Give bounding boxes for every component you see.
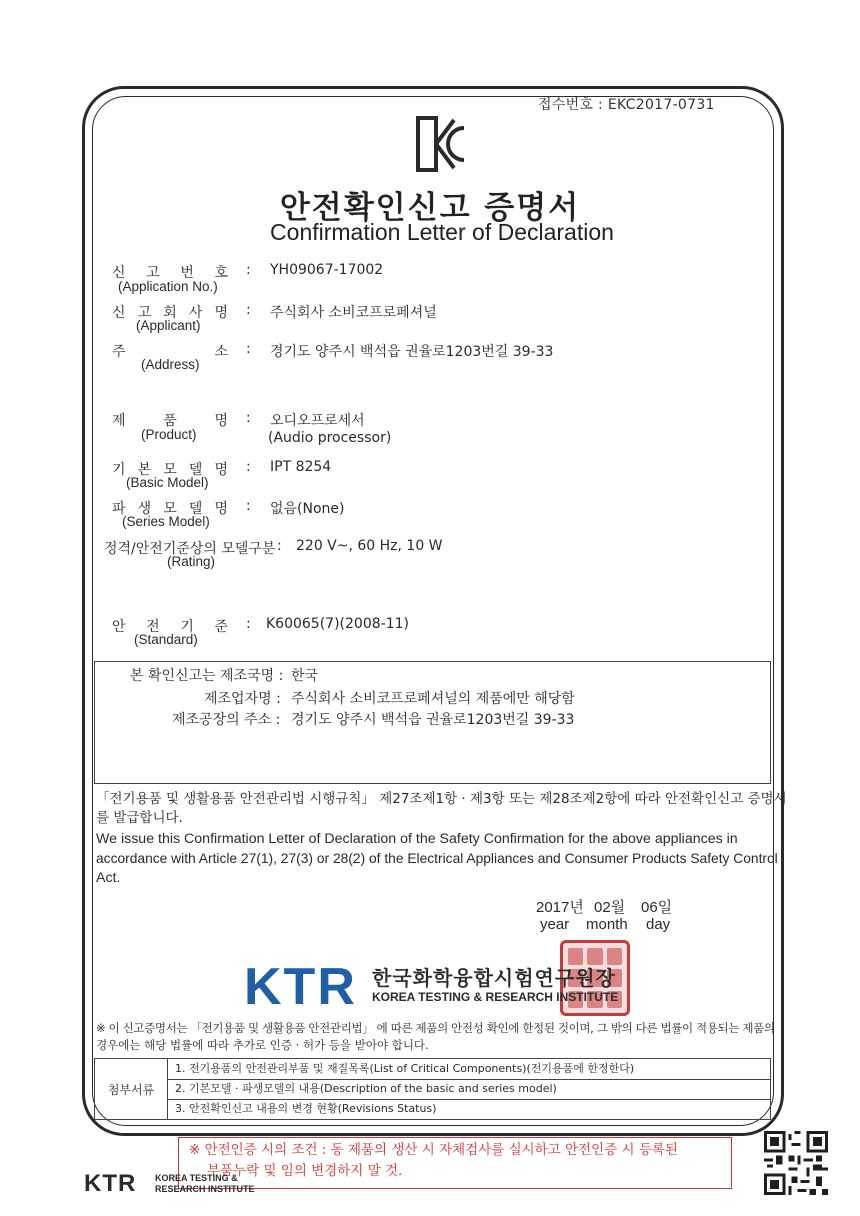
applicant-label: 신 고 회 사 명	[112, 305, 228, 321]
notice-line2: 경우에는 해당 법률에 따라 추가로 인증 · 허가 등을 받아야 합니다.	[96, 1038, 429, 1052]
standard-label: 안 전 기 준	[112, 619, 228, 635]
colon: :	[246, 616, 251, 632]
attachments-table	[94, 1058, 771, 1120]
warning-line1: ※ 안전인증 시의 조건 : 동 제품의 생산 시 자체검사를 실시하고 안전인증 시 등록된	[189, 1142, 678, 1158]
rating-sub: (Rating)	[167, 554, 216, 569]
application-no-sub: (Application No.)	[118, 279, 218, 294]
footer-ktr-subtitle: KOREA TESTING & RESEARCH INSTITUTE	[155, 1173, 255, 1194]
issuer-name-ko: 한국화학융합시험연구원장	[372, 966, 616, 990]
address-value: 경기도 양주시 백석읍 권율로1203번길 39-33	[270, 344, 554, 360]
notice-line1: ※ 이 신고증명서는 「전기용품 및 생활용품 안전관리법」 에 따른 제품의 안전성 확인에 한정된 것이며, 그 밖의 다른 법률이 적용되는 제품의	[96, 1021, 775, 1035]
series-model-label: 파 생 모 델 명	[112, 501, 228, 517]
maker-label: 제조업자명 :	[204, 691, 281, 707]
colon: :	[246, 302, 251, 318]
country-label: 본 확인신고는 제조국명 :	[130, 668, 284, 684]
colon: :	[246, 498, 251, 514]
statement-en-line2: accordance with Article 27(1), 27(3) or 28(2) of the Electrical Appliances and Consumer Products Safety Control	[96, 851, 778, 866]
warning-line2: 부품누락 및 임의 변경하지 말 것.	[207, 1163, 403, 1179]
attachment-item-2: 2. 기본모델 · 파생모델의 내용(Description of the basic and series model)	[167, 1079, 770, 1100]
applicant-sub: (Applicant)	[136, 318, 201, 333]
colon: :	[277, 538, 282, 554]
date-year-en: year	[540, 916, 570, 933]
colon: :	[246, 341, 251, 357]
rating-label: 정격/안전기준상의 모델구분	[104, 541, 276, 557]
attachments-label: 첨부서류	[95, 1059, 168, 1119]
colon: :	[246, 459, 251, 475]
colon: :	[246, 410, 251, 426]
attachment-item-3: 3. 안전확인신고 내용의 변경 현황(Revisions Status)	[175, 1102, 437, 1115]
title-english: Confirmation Letter of Declaration	[270, 219, 614, 245]
address-label: 주 소	[112, 344, 228, 360]
basic-model-label: 기 본 모 델 명	[112, 462, 228, 478]
date-day: 06일	[641, 899, 673, 916]
date-month: 02월	[594, 899, 626, 916]
receipt-number: 접수번호 : EKC2017-0731	[538, 97, 715, 113]
statement-en-line3: Act.	[96, 870, 121, 886]
rating-value: 220 V~, 60 Hz, 10 W	[296, 538, 443, 554]
kc-mark-icon	[414, 114, 468, 174]
address-sub: (Address)	[141, 357, 200, 372]
series-model-value: 없음(None)	[270, 501, 345, 517]
ktr-logo: KTR	[244, 958, 357, 1016]
standard-sub: (Standard)	[134, 632, 198, 647]
product-label: 제 품 명	[112, 413, 228, 429]
statement-ko-line1: 「전기용품 및 생활용품 안전관리법 시행규칙」 제27조제1항 · 제3항 또는 제28조제2항에 따라 안전확인신고 증명서	[96, 791, 787, 807]
footer-ktr-logo: KTR	[84, 1170, 137, 1197]
application-no-value: YH09067-17002	[270, 262, 384, 278]
series-model-sub: (Series Model)	[122, 514, 210, 529]
date-month-en: month	[586, 916, 628, 933]
basic-model-value: IPT 8254	[270, 459, 332, 475]
date-day-en: day	[646, 916, 671, 933]
application-no-label: 신 고 번 호	[112, 265, 228, 281]
basic-model-sub: (Basic Model)	[126, 475, 209, 490]
title-korean: 안전확인신고 증명서	[279, 190, 581, 226]
standard-value: K60065(7)(2008-11)	[266, 616, 409, 632]
factory-value: 경기도 양주시 백석읍 권율로1203번길 39-33	[291, 712, 575, 728]
product-sub: (Product)	[141, 427, 197, 442]
colon: :	[246, 262, 251, 278]
product-value: 오디오프로세서	[270, 413, 365, 429]
country-value: 한국	[291, 668, 319, 684]
certification-warning	[178, 1137, 732, 1189]
applicant-value: 주식회사 소비코프로페셔널	[270, 305, 437, 321]
attachment-item-1: 1. 전기용품의 안전관리부품 및 재질목록(List of Critical Components)(전기용품에 한정한다)	[167, 1059, 770, 1080]
factory-label: 제조공장의 주소 :	[172, 712, 281, 728]
date-year: 2017년	[536, 899, 584, 916]
issuer-name-en: KOREA TESTING & RESEARCH INSTITUTE	[372, 990, 619, 1004]
maker-value: 주식회사 소비코프로페셔널의 제품에만 해당함	[291, 691, 575, 707]
statement-en-line1: We issue this Confirmation Letter of Declaration of the Safety Confirmation for the above appliances in	[96, 831, 738, 847]
statement-ko-line2: 를 발급합니다.	[96, 810, 183, 826]
qr-code-icon[interactable]	[764, 1131, 828, 1195]
product-value-en: (Audio processor)	[268, 430, 392, 446]
